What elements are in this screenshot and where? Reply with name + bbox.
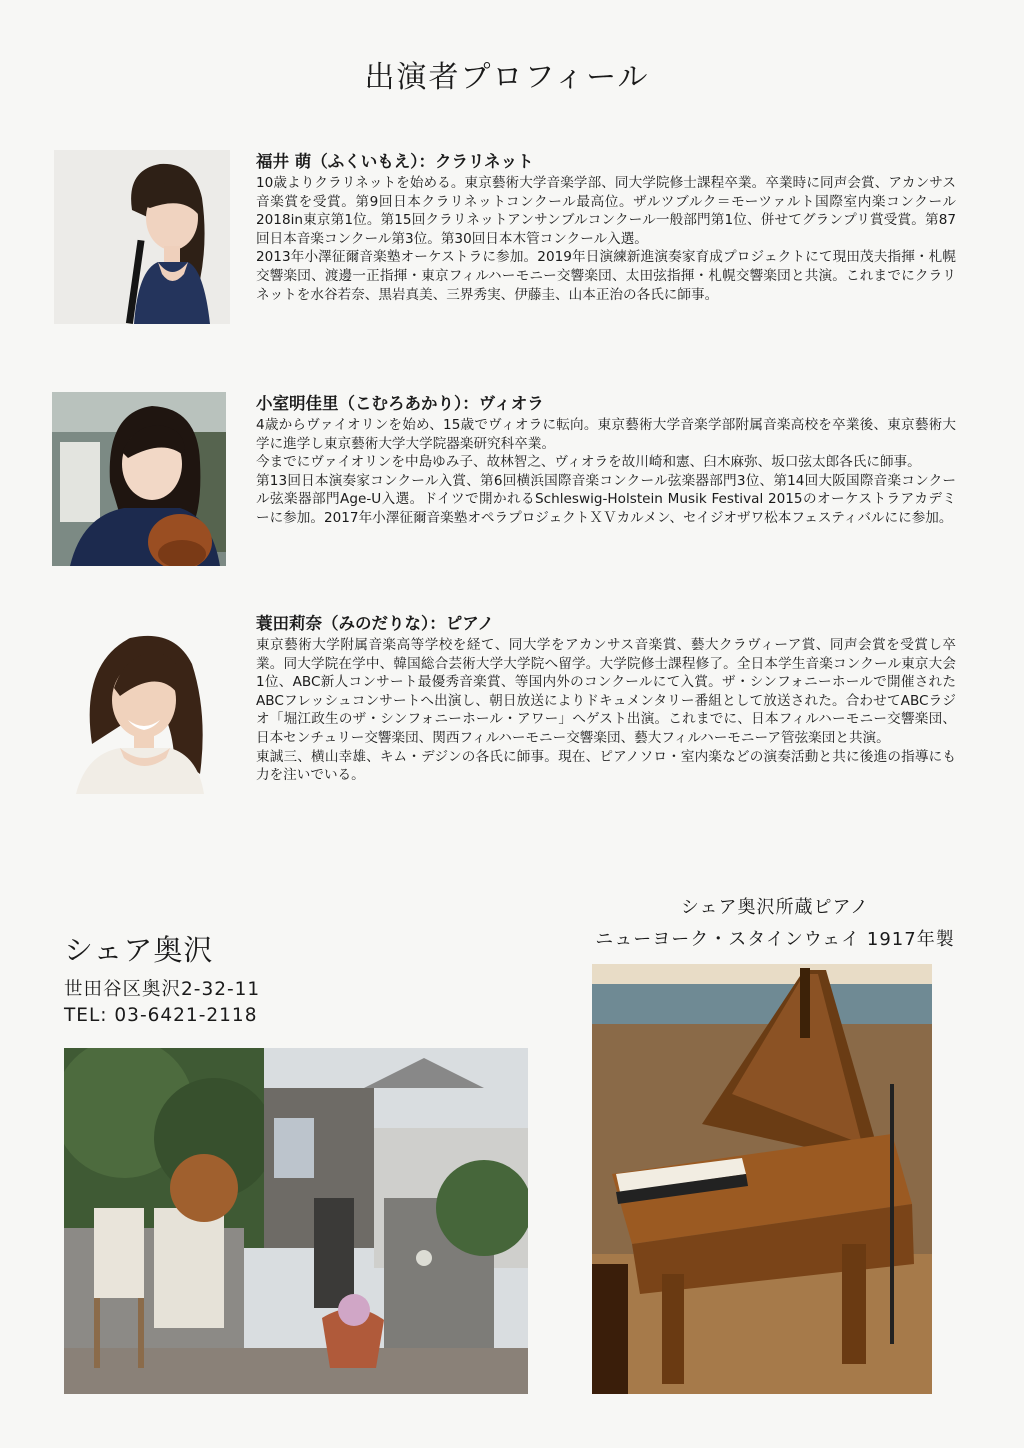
performer-name: 小室明佳里（こむろあかり）：ヴィオラ <box>256 394 544 413</box>
performer-bio-paragraph: 東誠三、横山幸雄、キム・デジンの各氏に師事。現在、ピアノソロ・室内楽などの演奏活動と共に後進の指導にも力を注いでいる。 <box>256 748 956 784</box>
performer-photo-fukui <box>54 150 230 324</box>
performer-bio-paragraph: 4歳からヴァイオリンを始め、15歳でヴィオラに転向。東京藝術大学音楽学部附属音楽高校を卒業後、東京藝術大学に進学し東京藝術大学大学院器楽研究科卒業。 <box>256 417 956 452</box>
venue-tel: TEL: 03-6421-2118 <box>64 1005 258 1026</box>
piano-caption-subtitle: ニューヨーク・スタインウェイ 1917年製 <box>595 929 955 950</box>
performer-name: 蓑田莉奈（みのだりな）：ピアノ <box>256 614 494 633</box>
performer-photo-komuro <box>52 392 226 566</box>
piano-caption-title: シェア奥沢所蔵ピアノ <box>680 897 870 918</box>
performer-bio-paragraph: 今までにヴァイオリンを中島ゆみ子、故林智之、ヴィオラを故川崎和憲、臼木麻弥、坂口弦太郎各氏に師事。 <box>256 454 921 471</box>
venue-photo <box>64 1048 528 1394</box>
page-title: 出演者プロフィール <box>364 60 650 95</box>
piano-photo <box>592 964 932 1394</box>
performer-profile-minoda <box>256 614 956 785</box>
performer-bio-paragraph: 10歳よりクラリネットを始める。東京藝術大学音楽学部、同大学院修士課程卒業。卒業時に同声会賞、アカンサス音楽賞を受賞。第9回日本クラリネットコンクール最高位。ザルツブルク＝モーツァルト国際室内楽コンクール2018in東京第1位。第15回クラリネットアンサンブルコンクール一般部門第1位、併せてグランプリ賞受賞。第87回日本音楽コンクール第3位。第30回日本木管コンクール入選。 <box>256 175 956 247</box>
performer-bio-paragraph: 2013年小澤征爾音楽塾オーケストラに参加。2019年日演練新進演奏家育成プロジェクトにて現田茂夫指揮・札幌交響楽団、渡邊一正指揮・東京フィルハーモニー交響楽団、太田弦指揮・札幌交響楽団と共演。これまでにクラリネットを水谷若奈、黒岩真美、三界秀実、伊藤圭、山本正治の各氏に師事。 <box>256 249 956 303</box>
performer-bio-paragraph: 第13回日本演奏家コンクール入賞、第6回横浜国際音楽コンクール弦楽器部門3位、第14回大阪国際音楽コンクール弦楽器部門Age-U入選。ドイツで開かれるSchleswig-Holstein Musik Festival 2015のオーケストラアカデミーに参加。2017年小澤征爾音楽塾オペラプロジェクトＸＶカルメン、セイジオザワ松本フェスティバルにに参加。 <box>256 472 956 526</box>
performer-profile-komuro <box>256 394 956 528</box>
performer-photo-minoda <box>70 624 208 794</box>
performer-profile-fukui <box>256 152 956 304</box>
performer-bio-paragraph: 東京藝術大学附属音楽高等学校を経て、同大学をアカンサス音楽賞、藝大クラヴィーア賞、同声会賞を受賞し卒業。同大学院在学中、韓国総合芸術大学大学院へ留学。大学院修士課程修了。全日本学生音楽コンクール東京大会1位、ABC新人コンサート最優秀音楽賞、等国内外のコンクールにて入賞。ザ・シンフォニーホールで開催されたABCフレッシュコンサートへ出演し、朝日放送によりドキュメンタリー番組として放送された。合わせてABCラジオ「堀江政生のザ・シンフォニーホール・アワー」へゲスト出演。これまでに、日本フィルハーモニー交響楽団、日本センチュリー交響楽団、関西フィルハーモニー交響楽団、藝大フィルハーモニーア管弦楽団と共演。 <box>256 637 956 746</box>
venue-name: シェア奥沢 <box>64 933 214 967</box>
performer-name: 福井 萌（ふくいもえ）：クラリネット <box>256 152 534 171</box>
venue-address: 世田谷区奥沢2-32-11 <box>64 979 261 1000</box>
